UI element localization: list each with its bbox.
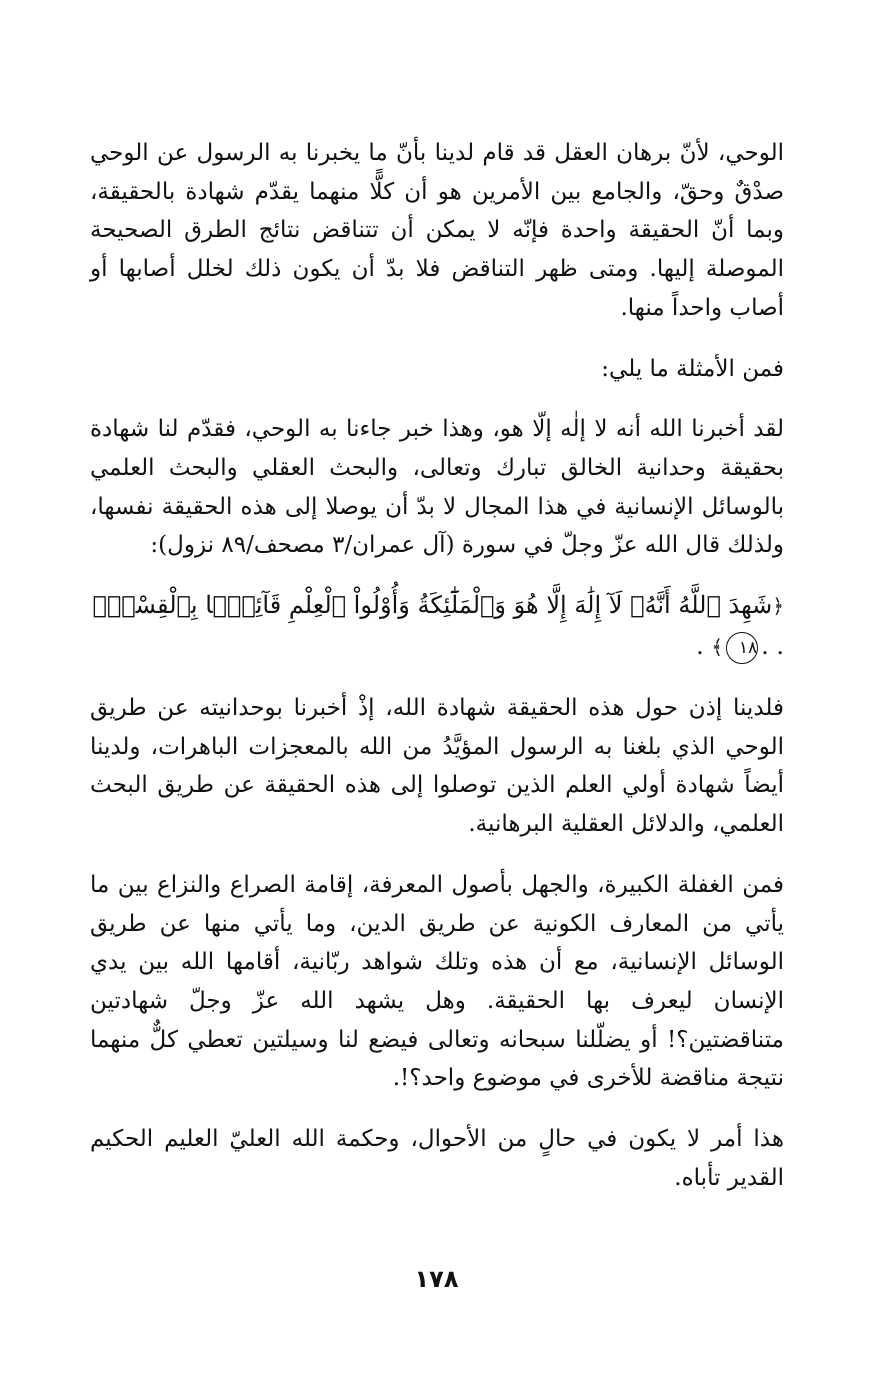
quran-verse bbox=[90, 585, 784, 667]
paragraph-2: فمن الأمثلة ما يلي: bbox=[601, 355, 784, 382]
verse-text: شَهِدَ ٱللَّهُ أَنَّهُۥ لَآ إِلَٰهَ إِلَّا هُوَ وَٱلْمَلَٰٓئِكَةُ وَأُوْلُواْ ٱلْعِلْمِ قَآئِمَۢا بِٱلْقِسْطِۚ . . bbox=[92, 591, 784, 661]
verse-end-mark: . bbox=[696, 632, 704, 661]
paragraph-3: لقد أخبرنا الله أنه لا إلٰه إلّا هو، وهذا خبر جاءنا به الوحي، فقدّم لنا شهادة بحقيقة وحدانية الخالق تبارك وتعالى، والبحث العقلي والبحث العلمي بالوسائل الإنسانية في هذا المجال لا بدّ أن يوصلا إلى هذه الحقيقة نفسها، ولذلك قال الله عزّ وجلّ في سورة (آل عمران/٣ مصحف/٨٩ نزول): bbox=[90, 416, 784, 559]
ayah-number-marker: ١٨ bbox=[726, 632, 758, 664]
paragraph-5: فمن الغفلة الكبيرة، والجهل بأصول المعرفة، إقامة الصراع والنزاع بين ما يأتي من المعارف الكونية عن طريق الدين، وما يأتي منها عن طريق الوسائل الإنسانية، مع أن هذه وتلك شواهد ربّانية، أقامها الله بين يدي الإنسان ليعرف بها الحقيقة. وهل يشهد الله عزّ وجلّ شهادتين متناقضتين؟! أو يضلّلنا سبحانه وتعالى فيضع لنا وسيلتين تعطي كلٌّ منهما نتيجة مناقضة للأخرى في موضوع واحد؟!. bbox=[90, 871, 784, 1092]
verse-close-bracket: ﴾ bbox=[711, 635, 724, 660]
verse-open-bracket: ﴿ bbox=[772, 594, 784, 619]
paragraph-1: الوحي، لأنّ برهان العقل قد قام لدينا بأنّ ما يخبرنا به الرسول عن الوحي صدْقٌ وحقّ، والجامع بين الأمرين هو أن كلًّا منهما يقدّم شهادة بالحقيقة، وبما أنّ الحقيقة واحدة فإنّه لا يمكن أن تتناقض نتائج الطرق الصحيحة الموصلة إليها. ومتى ظهر التناقض فلا بدّ أن يكون ذلك لخلل أصابها أو أصاب واحداً منها. bbox=[90, 140, 784, 321]
page-body bbox=[90, 134, 784, 1197]
paragraph-6: هذا أمر لا يكون في حالٍ من الأحوال، وحكمة الله العليّ العليم الحكيم القدير تأباه. bbox=[90, 1126, 784, 1191]
paragraph-4: فلدينا إذن حول هذه الحقيقة شهادة الله، إذْ أخبرنا بوحدانيته عن طريق الوحي الذي بلغنا به الرسول المؤيَّدُ من الله بالمعجزات الباهرات، ولدينا أيضاً شهادة أولي العلم الذين توصلوا إلى هذه الحقيقة عن طريق البحث العلمي، والدلائل العقلية البرهانية. bbox=[90, 695, 784, 838]
page-number: ١٧٨ bbox=[414, 1265, 459, 1293]
